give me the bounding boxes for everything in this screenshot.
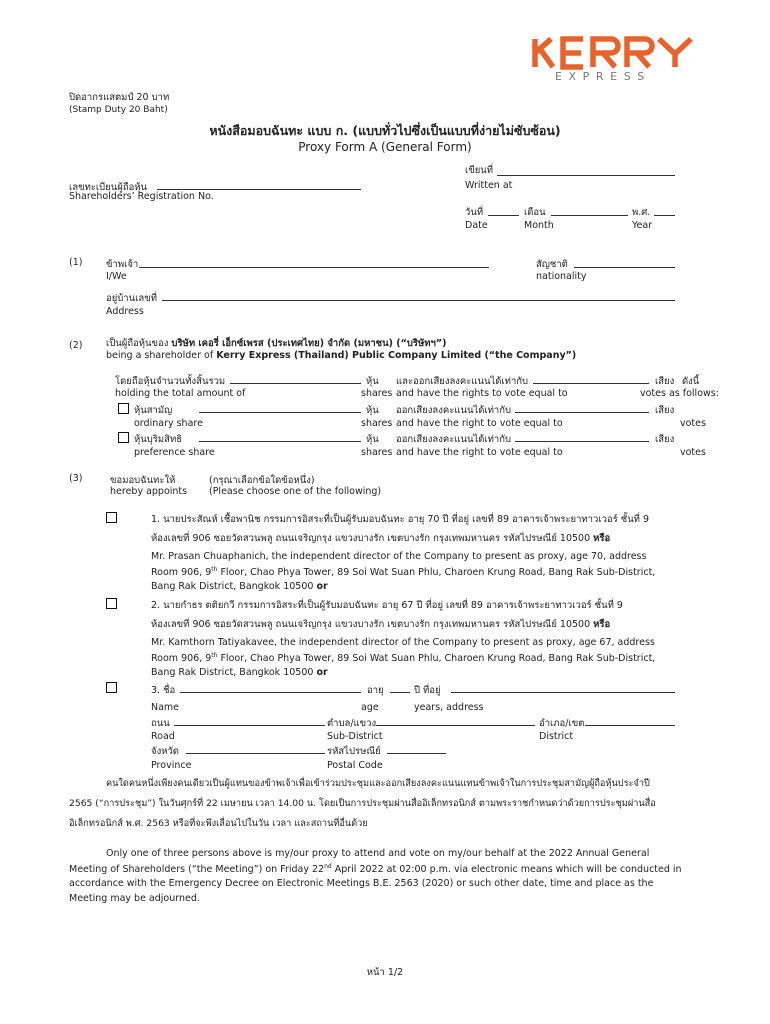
meeting-en-2sup: nd bbox=[324, 863, 332, 870]
opt3-postal-en: Postal Code bbox=[327, 760, 383, 771]
ordinary-vote-en: and have the right to vote equal to bbox=[396, 418, 563, 429]
opt2-th-1: 2. นายกำธร ตติยกวี กรรมการอิสระที่เป็นผู้รับมอบฉันทะ อายุ 67 ปี ที่อยู่ เลขที่ 89 อาคารเจ้าพระยาทาวเวอร์ ชั้นที่ 9 bbox=[151, 600, 623, 611]
preference-shares-en: shares bbox=[361, 447, 393, 458]
ordinary-votes-en: votes bbox=[680, 418, 706, 429]
opt3-name-field[interactable] bbox=[180, 692, 361, 693]
address-field[interactable] bbox=[162, 300, 675, 301]
s2-en-company: Kerry Express (Thailand) Public Company Limited (“the Company”) bbox=[216, 350, 577, 361]
opt3-age-en: age bbox=[361, 702, 379, 713]
opt3-postal-field[interactable] bbox=[387, 753, 446, 754]
opt1-en-2b: Floor, Chao Phya Tower, 89 Soi Wat Suan Phlu, Charoen Krung Road, Bang Rak Sub-District, bbox=[217, 567, 656, 579]
registration-en: Shareholders’ Registration No. bbox=[69, 191, 214, 202]
opt1-th-sup: th bbox=[211, 566, 218, 573]
choose-th: (กรุณาเลือกข้อใดข้อหนึ่ง) bbox=[209, 475, 315, 486]
date-day-field[interactable] bbox=[488, 215, 519, 216]
meeting-en-3: accordance with the Emergency Decree on Electronic Meetings B.E. 2563 (2020) or such other date, time and place as the bbox=[69, 878, 654, 889]
opt1-en-1: Mr. Prasan Chuaphanich, the independent director of the Company to present as proxy, age 70, address bbox=[151, 551, 647, 562]
opt1-th-2: ห้องเลขที่ 906 ซอยวัดสวนพลู ถนนเจริญกรุง แขวงบางรัก เขตบางรัก กรุงเทพมหานคร รหัสไปรษณีย์ 10500 bbox=[151, 533, 591, 544]
opt2-en-1: Mr. Kamthorn Tatiyakavee, the independent director of the Company to present as proxy, age 67, address bbox=[151, 637, 655, 648]
opt1-th-2-line bbox=[151, 531, 610, 546]
ordinary-votes-field[interactable] bbox=[515, 412, 649, 413]
name-field[interactable] bbox=[139, 267, 489, 268]
total-shares-field[interactable] bbox=[230, 383, 361, 384]
registration-field[interactable] bbox=[157, 189, 361, 190]
opt3-name-th: 3. ชื่อ bbox=[151, 685, 176, 696]
preference-votes-en: votes bbox=[680, 447, 706, 458]
opt2-en-3-line bbox=[151, 667, 328, 678]
date-year-th: พ.ศ. bbox=[632, 207, 651, 218]
appoint-en: hereby appoints bbox=[110, 486, 188, 497]
rights-th: และออกเสียงลงคะแนนได้เท่ากับ bbox=[396, 376, 529, 387]
preference-th: หุ้นบุริมสิทธิ bbox=[134, 434, 183, 445]
s1-addr-th: อยู่บ้านเลขที่ bbox=[106, 293, 157, 304]
preference-vote-th: ออกเสียงลงคะแนนได้เท่ากับ bbox=[396, 434, 512, 445]
date-day-th: วันที่ bbox=[465, 207, 484, 218]
option-1-checkbox[interactable] bbox=[106, 512, 117, 523]
s1-i-th: ข้าพเจ้า bbox=[106, 259, 139, 270]
meeting-en-2b: April 2022 at 02:00 p.m. via electronic means which will be conducted in bbox=[331, 864, 682, 876]
as-follows-en: votes as follows: bbox=[640, 388, 719, 399]
opt3-age-th: อายุ bbox=[367, 685, 384, 696]
date-day-en: Date bbox=[465, 220, 488, 231]
preference-checkbox[interactable] bbox=[118, 432, 129, 443]
opt3-subdistrict-en: Sub-District bbox=[327, 731, 383, 742]
preference-share-th: หุ้น bbox=[366, 434, 379, 445]
brand-sub: EXPRESS bbox=[555, 70, 651, 83]
s2-th-prefix: เป็นผู้ถือหุ้นของ bbox=[106, 338, 169, 349]
s3-num: (3) bbox=[69, 473, 83, 484]
opt2-en-2b: Floor, Chao Phya Tower, 89 Soi Wat Suan Phlu, Charoen Krung Road, Bang Rak Sub-District, bbox=[217, 653, 656, 665]
ordinary-share-th: หุ้น bbox=[366, 405, 379, 416]
written-at-th: เขียนที่ bbox=[465, 165, 494, 176]
opt3-road-field[interactable] bbox=[174, 725, 325, 726]
stamp-th: ปิดอากรแสตมป์ 20 บาท bbox=[69, 92, 170, 103]
opt2-or-en: or bbox=[316, 667, 328, 678]
opt3-subdistrict-field[interactable] bbox=[376, 725, 535, 726]
opt2-en-3: Bang Rak District, Bangkok 10500 bbox=[151, 667, 314, 678]
opt1-en-3-line bbox=[151, 581, 328, 592]
opt3-district-th: อำเภอ/เขต bbox=[539, 718, 585, 729]
total-th: โดยถือหุ้นจำนวนทั้งสิ้นรวม bbox=[115, 376, 226, 387]
opt2-th-sup: th bbox=[211, 652, 218, 659]
s1-num: (1) bbox=[69, 257, 83, 268]
opt3-age-field[interactable] bbox=[390, 692, 410, 693]
opt1-th-1: 1. นายประสัณห์ เชื้อพานิช กรรมการอิสระที่เป็นผู้รับมอบฉันทะ อายุ 70 ปี ที่อยู่ เลขที่ 89 อาคารเจ้าพระยาทาวเวอร์ ชั้นที่ 9 bbox=[151, 514, 650, 525]
opt3-address-field[interactable] bbox=[451, 692, 675, 693]
ordinary-checkbox[interactable] bbox=[118, 403, 129, 414]
opt2-th-2-line bbox=[151, 617, 610, 632]
ordinary-shares-en: shares bbox=[361, 418, 393, 429]
preference-shares-field[interactable] bbox=[199, 441, 361, 442]
ordinary-shares-field[interactable] bbox=[199, 412, 361, 413]
s1-i-en: I/We bbox=[106, 271, 127, 282]
date-year-en: Year bbox=[632, 220, 653, 231]
opt2-en-2a: Room 906, 9 bbox=[151, 653, 212, 665]
preference-en: preference share bbox=[134, 447, 215, 458]
s2-en-line bbox=[106, 350, 576, 361]
ordinary-vote-th: ออกเสียงลงคะแนนได้เท่ากับ bbox=[396, 405, 512, 416]
date-month-en: Month bbox=[524, 220, 554, 231]
opt2-th-2: ห้องเลขที่ 906 ซอยวัดสวนพลู ถนนเจริญกรุง แขวงบางรัก เขตบางรัก กรุงเทพมหานคร รหัสไปรษณีย์ 10500 bbox=[151, 619, 591, 630]
opt1-en-2-line bbox=[151, 566, 655, 578]
written-at-en: Written at bbox=[465, 180, 513, 191]
registration-th: เลขทะเบียนผู้ถือหุ้น bbox=[69, 182, 148, 193]
opt1-en-3: Bang Rak District, Bangkok 10500 bbox=[151, 581, 314, 592]
nationality-field[interactable] bbox=[574, 267, 675, 268]
meeting-th-3: อิเล็กทรอนิกส์ พ.ศ. 2563 หรือที่จะพึงเลื่อนไปในวัน เวลา และสถานที่อื่นด้วย bbox=[69, 818, 368, 829]
appoint-th: ขอมอบฉันทะให้ bbox=[110, 475, 176, 486]
ordinary-votes-th: เสียง bbox=[655, 405, 675, 416]
opt1-or-en: or bbox=[316, 581, 328, 592]
total-share-th: หุ้น bbox=[366, 376, 379, 387]
title-th: หนังสือมอบฉันทะ แบบ ก. (แบบทั่วไปซึ่งเป็นแบบที่ง่ายไม่ซับซ้อน) bbox=[209, 123, 561, 138]
opt3-road-en: Road bbox=[151, 731, 175, 742]
meeting-en-4: Meeting may be adjourned. bbox=[69, 893, 200, 904]
total-en: holding the total amount of bbox=[115, 388, 246, 399]
s1-addr-en: Address bbox=[106, 306, 144, 317]
opt3-years-en: years, address bbox=[414, 702, 484, 713]
title-en: Proxy Form A (General Form) bbox=[298, 140, 472, 154]
opt1-en-2a: Room 906, 9 bbox=[151, 567, 212, 579]
opt3-years-th: ปี ที่อยู่ bbox=[414, 685, 441, 696]
opt2-en-2-line bbox=[151, 652, 655, 664]
opt1-or-th: หรือ bbox=[593, 533, 611, 544]
preference-votes-field[interactable] bbox=[515, 441, 649, 442]
opt3-district-en: District bbox=[539, 731, 574, 742]
date-year-field[interactable] bbox=[654, 215, 675, 216]
opt3-subdistrict-th: ตำบล/แขวง bbox=[327, 718, 377, 729]
choose-en: (Please choose one of the following) bbox=[209, 486, 382, 497]
option-2-checkbox[interactable] bbox=[106, 598, 117, 609]
opt3-province-field[interactable] bbox=[186, 753, 325, 754]
meeting-en-2-line bbox=[69, 863, 682, 875]
preference-vote-en: and have the right to vote equal to bbox=[396, 447, 563, 458]
opt3-district-field[interactable] bbox=[585, 725, 675, 726]
ordinary-th: หุ้นสามัญ bbox=[134, 405, 173, 416]
s1-nat-en: nationality bbox=[536, 271, 587, 282]
total-votes-field[interactable] bbox=[533, 383, 649, 384]
date-month-field[interactable] bbox=[551, 215, 628, 216]
option-3-checkbox[interactable] bbox=[106, 682, 117, 693]
opt3-road-th: ถนน bbox=[151, 718, 170, 729]
kerry-logo-icon bbox=[531, 36, 715, 70]
stamp-en: (Stamp Duty 20 Baht) bbox=[69, 105, 168, 115]
s1-nat-th: สัญชาติ bbox=[536, 259, 568, 270]
total-shares-en: shares bbox=[361, 388, 393, 399]
s2-en-prefix: being a shareholder of bbox=[106, 350, 214, 361]
s2-num: (2) bbox=[69, 340, 83, 351]
opt2-or-th: หรือ bbox=[593, 619, 611, 630]
opt3-province-en: Province bbox=[151, 760, 192, 771]
opt3-name-en: Name bbox=[151, 702, 180, 713]
written-at-field[interactable] bbox=[497, 175, 675, 176]
ordinary-en: ordinary share bbox=[134, 418, 203, 429]
s2-th-company: บริษัท เคอรี่ เอ็กซ์เพรส (ประเทศไทย) จำกัด (มหาชน) (“บริษัทฯ”) bbox=[171, 338, 447, 349]
meeting-th-1: คนใดคนหนึ่งเพียงคนเดียวเป็นผู้แทนของข้าพเจ้าเพื่อเข้าร่วมประชุมและออกเสียงลงคะแนนแทนข้าพเจ้าในการประชุมสามัญผู้ถือหุ้นประจำปี bbox=[106, 778, 650, 789]
meeting-en-2a: Meeting of Shareholders (“the Meeting”) on Friday 22 bbox=[69, 864, 325, 876]
s2-th-line bbox=[106, 336, 446, 351]
date-month-th: เดือน bbox=[524, 207, 546, 218]
total-votes-th: เสียง bbox=[655, 376, 675, 387]
opt3-postal-th: รหัสไปรษณีย์ bbox=[327, 746, 381, 757]
rights-en: and have the rights to vote equal to bbox=[396, 388, 568, 399]
as-follows-th: ดังนี้ bbox=[682, 376, 700, 387]
page-number: หน้า 1/2 bbox=[366, 967, 404, 978]
preference-votes-th: เสียง bbox=[655, 434, 675, 445]
opt3-province-th: จังหวัด bbox=[151, 746, 179, 757]
meeting-th-2: 2565 (“การประชุม”) ในวันศุกร์ที่ 22 เมษายน เวลา 14.00 น. โดยเป็นการประชุมผ่านสื่ออิเล็กทรอนิกส์ ตามพระราชกำหนดว่าด้วยการประชุมผ่านสื่อ bbox=[69, 798, 656, 809]
meeting-en-1: Only one of three persons above is my/our proxy to attend and vote on my/our behalf at the 2022 Annual General bbox=[106, 848, 650, 859]
